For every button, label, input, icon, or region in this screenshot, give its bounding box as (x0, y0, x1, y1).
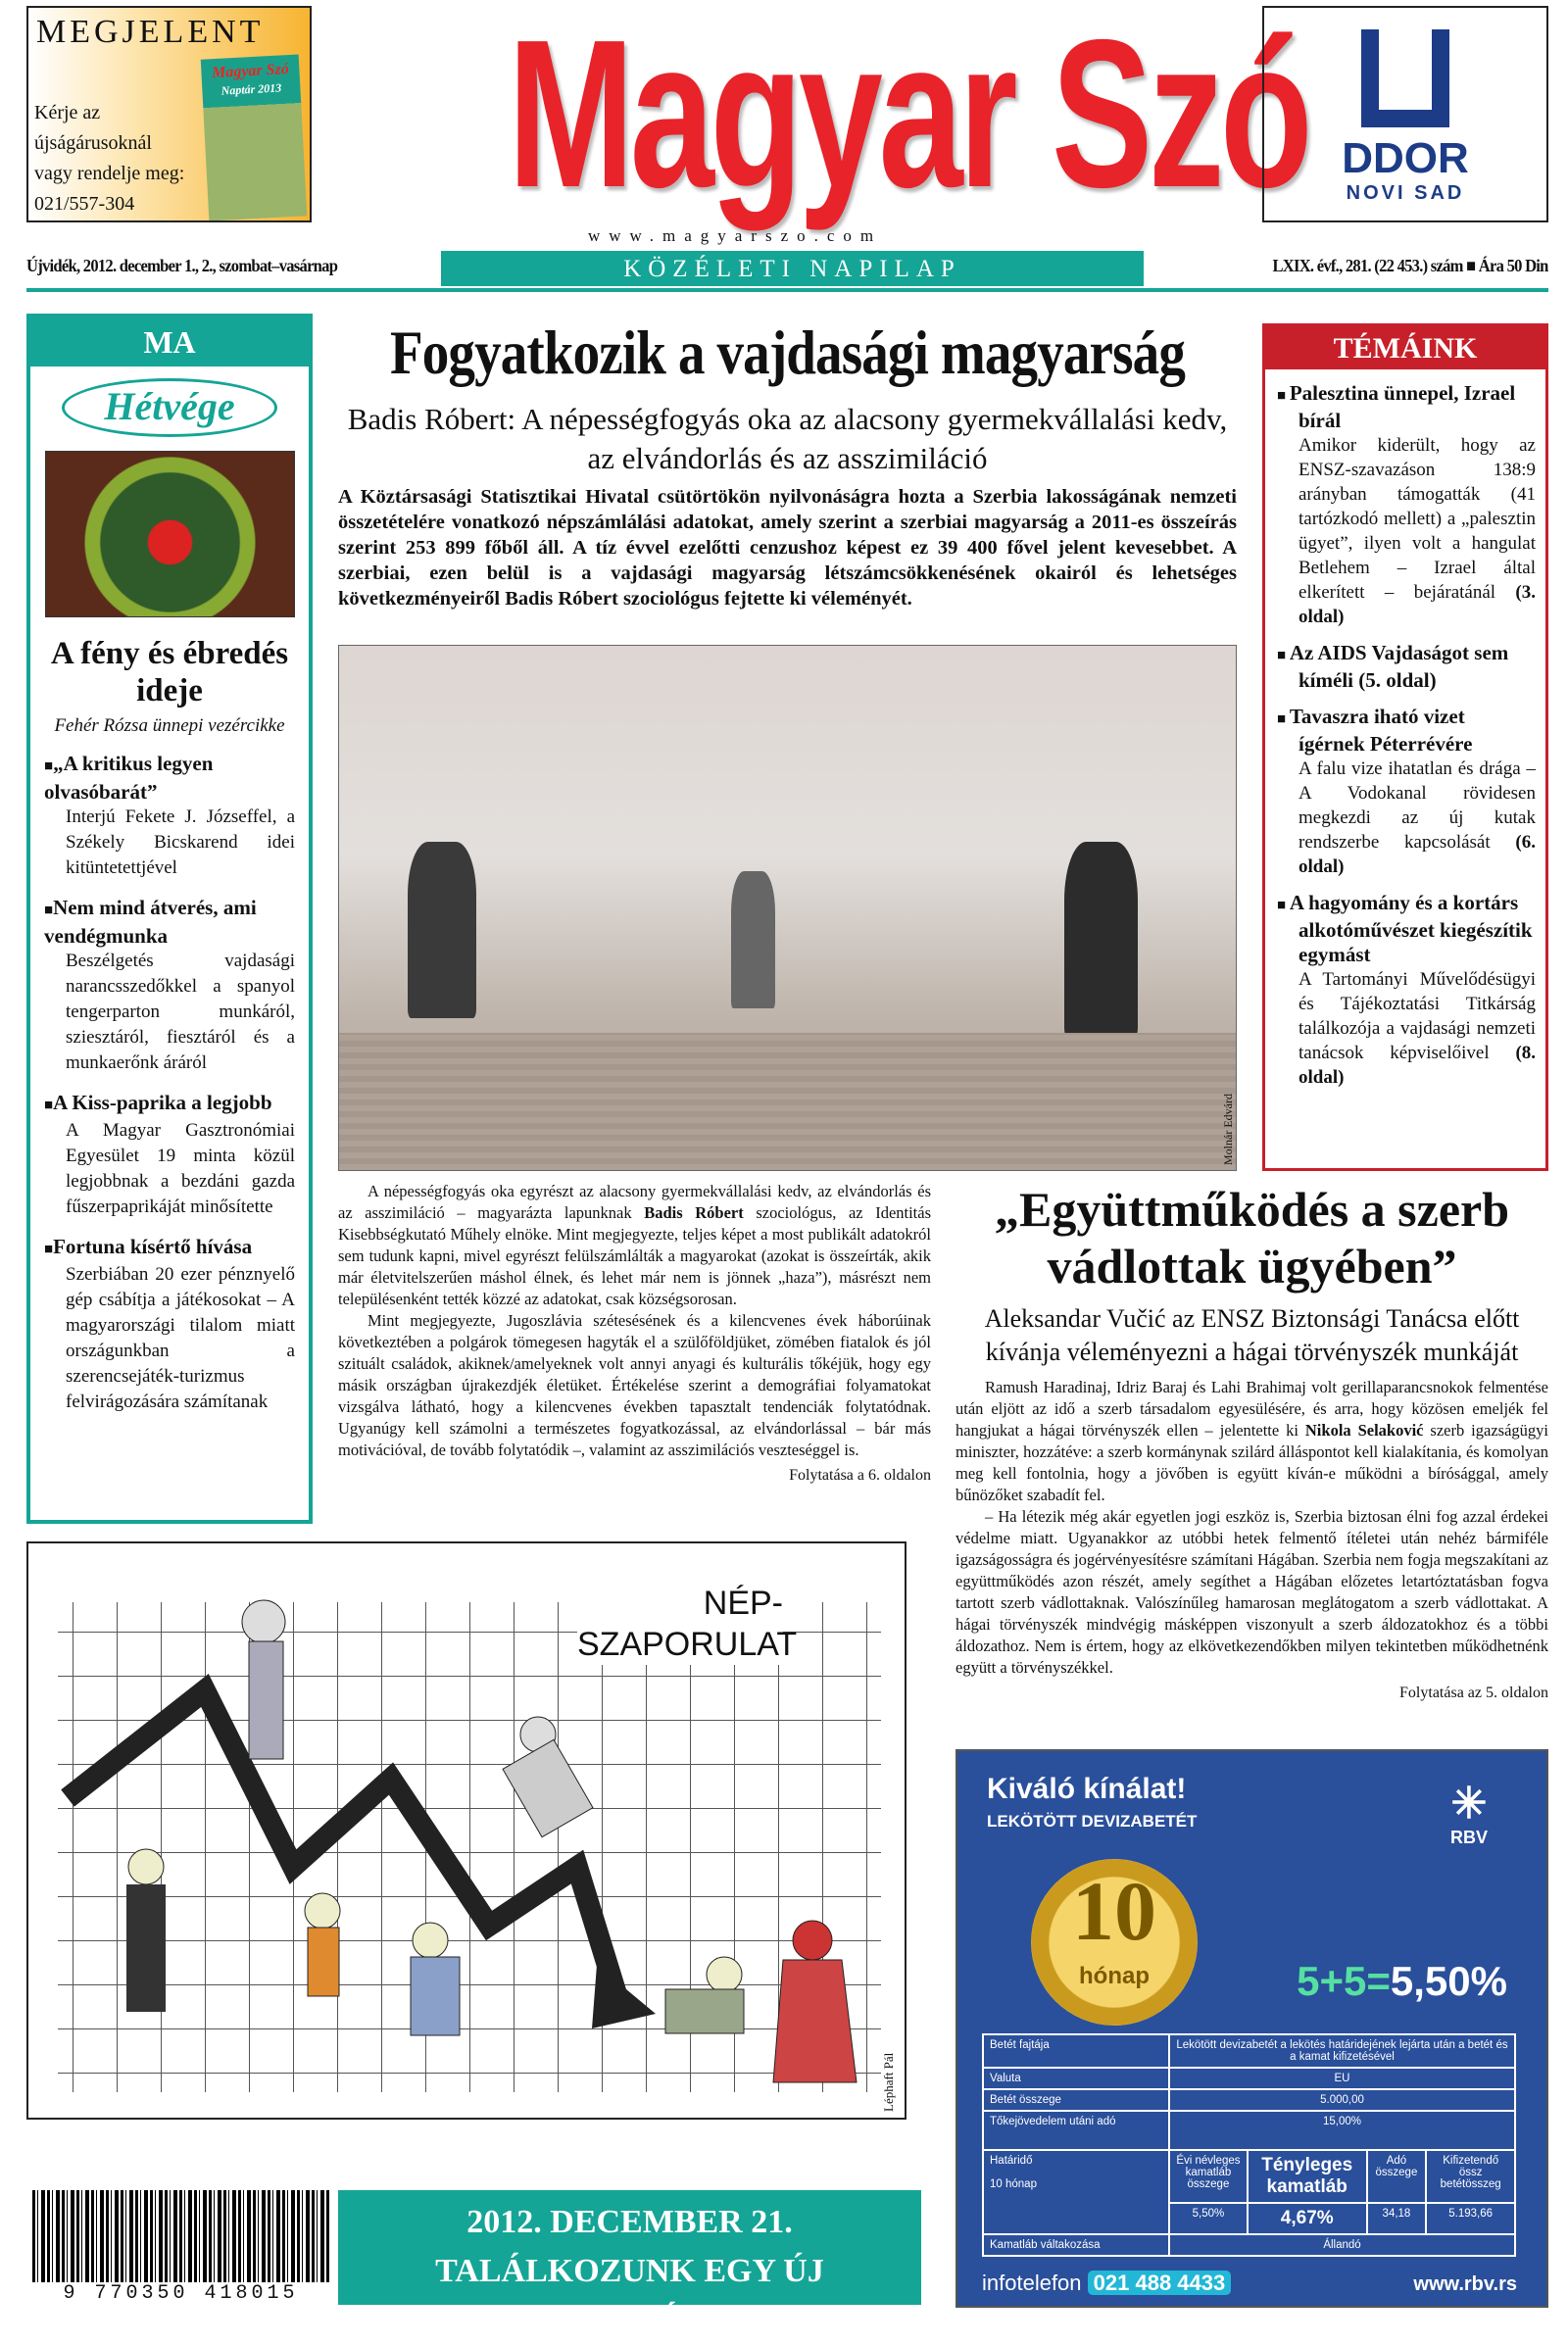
teaser-text: Beszélgetés vajdasági narancsszedőkkel a spanyol tengerparton munkáról, sziesztáról, fiesztáról és a munkaerőnk áráról (66, 951, 295, 1073)
phone-label: infotelefon (982, 2271, 1082, 2295)
issue-number-price: LXIX. évf., 281. (22 453.) szám ■ Ára 50 Din (1272, 256, 1548, 275)
today-sidebar (26, 314, 313, 1524)
topic-item[interactable] (1277, 705, 1536, 879)
topic-title: ■ Palesztina ünnepel, Izrael bírál (1277, 381, 1536, 433)
ddor-sponsor-ad[interactable] (1262, 6, 1548, 222)
ddor-logo-icon (1361, 29, 1449, 127)
teaser-title: ■ Fortuna kísértő hívása (44, 1234, 295, 1262)
hetvege-logo: Hétvége (62, 378, 277, 437)
cover-sub: Naptár 2013 (220, 80, 282, 98)
promo-line: Kérje az (34, 102, 101, 123)
deposit-terms-table (982, 2033, 1516, 2257)
cartoon-credit: Léphaft Pál (881, 2052, 896, 2112)
teaser-item[interactable] (44, 1090, 295, 1220)
body-text: – Ha létezik még akár egyetlen jogi eszköz is, Szerbia biztosan élni fog azzal érdekei védelme miatt. Ugyanakkor az utóbbi hetek felmentő ítéletei után nehéz bármiféle igazságosságra és jogérvényesítésre számítani Hágában. Szerbia nem fogja megszakítani az együttműködés azon részét, amely segíthet a Hágában előzetes letartóztatásban fogva tartott szerb vádlottaknak. Valószínűleg hamarosan meglátogatom a szerb vádlottakat. A hágai törvényszék mindvégig másképpen viszonyult a szerb áldozatokhoz és a többi áldozathoz. Nem is értem, hogy az elkövetkezendőkben milyen tekintetben működhetnénk együtt a törvényszékkel. (956, 1507, 1548, 1677)
dimension-banner[interactable] (338, 2190, 921, 2338)
foggy-street-photo (338, 645, 1237, 1171)
ad-rate (1297, 1957, 1507, 2006)
masthead-logo: Magyar Szó (508, 0, 1309, 231)
second-subheadline: Aleksandar Vučić az ENSZ Biztonsági Tanácsa előtt kívánja véleményezni a hágai törvényszék munkáját (984, 1304, 1520, 1366)
banner-line: 2012. DECEMBER 21. (466, 2204, 793, 2240)
person-name: Badis Róbert (644, 1203, 744, 1222)
info-phone[interactable] (982, 2271, 1231, 2296)
sidebar-header: MA (30, 318, 309, 366)
cartoon-label: NÉP-SZAPORULAT (577, 1585, 798, 1663)
main-body (338, 1181, 931, 1487)
cell: 5.193,66 (1426, 2203, 1515, 2234)
cell: 4,67% (1248, 2203, 1367, 2234)
second-body (956, 1377, 1548, 1704)
topic-page: (3. oldal) (1298, 582, 1536, 627)
feature-subtitle: Fehér Rózsa ünnepi vezércikke (54, 715, 285, 736)
cell: 5,50% (1169, 2203, 1248, 2234)
body-text: szerb igazságügyi miniszter, hozzátéve: a szerb kormánynak szilárd álláspontot kell kialakítania, és komolyan meg kell fontolnia, hogy a jövőben is együtt kíván-e működni a bírósággal, amely bűnözőket szabadít fel. (956, 1421, 1548, 1504)
photo-figure (408, 842, 476, 1018)
promo-title: MEGJELENT (36, 14, 265, 50)
second-article (956, 1181, 1548, 1704)
person-name: Nikola Selaković (1304, 1421, 1424, 1440)
pavement (339, 1033, 1236, 1170)
topic-item[interactable] (1277, 381, 1536, 629)
coin-word: hónap (1079, 1963, 1150, 1989)
banner-line: TALÁLKOZUNK EGY ÚJ DIMENZIÓBAN (435, 2253, 824, 2338)
rbv-logo (1450, 1781, 1488, 1848)
cell: Tényleges kamatláb (1248, 2150, 1367, 2203)
phone-number: 021 488 4433 (1088, 2271, 1232, 2295)
topic-text: A Tartományi Művelődésügyi és Tájékoztatási Titkárság találkozója a vajdasági nemzeti tanácsok képviselőivel (1298, 969, 1536, 1063)
cover-title: Magyar Szó (211, 61, 290, 82)
topic-title: ■ Tavaszra iható vizet ígérnek Péterrévére (1277, 705, 1536, 757)
term-cell (983, 2150, 1169, 2234)
photo-credit: Molnár Edvárd (1221, 1094, 1235, 1165)
rate-value: 5,50% (1390, 1958, 1507, 2004)
body-text: Mint megjegyezte, Jugoszlávia szétesésének és a kilencvenes évek háborúinak következtében a polgárok tömegesen hagyták el a szülőföldjüket, zömében fiatalok és jól szituált családok, akiknek/amelyeknek volt annyi anyagi és kulturális tőkéjük, hogy egy másik országban újrakezdjék életüket. Értékelése szerint a demográfiai folyamatokat vizsgálva látható, hogy a kilencvenes években tapasztalt tendenciák folytatódnak. Ugyanúgy kell számolni a természetes fogyatkozással, az elvándorlással – bár más motivációval, de tovább folytatódik –, valamint az asszimilációs veszteséggel is. (338, 1311, 931, 1459)
cell: EU (1169, 2068, 1515, 2089)
population-cartoon (26, 1541, 906, 2120)
cell: 15,00% (1169, 2111, 1515, 2150)
teaser-title: ■ Nem mind átverés, ami vendégmunka (44, 895, 295, 949)
body-text: A népességfogyás oka egyrészt az alacsony gyermekvállalási kedv, az elvándorlás és az asszimiláció – magyarázta lapunknak (338, 1182, 931, 1222)
photo-figure (731, 871, 775, 1008)
header-divider (26, 288, 1548, 292)
barcode (32, 2190, 329, 2305)
continued-link[interactable]: Folytatása a 6. oldalon (789, 1467, 931, 1484)
coin-number: 10 (1072, 1864, 1156, 1958)
promo-phone: 021/557-304 (34, 193, 135, 215)
main-lead: A Köztársasági Statisztikai Hivatal csütörtökön nyilvonáságra hozta a Szerbia lakosságának nemzeti összetételére vonatkozó népszámlálási adatokat, amely szerint a szerbiai magyarság a 2011-es összeírás szerint 253 899 főből áll. A tíz évvel ezelőtti cenzushoz képest ez 39 400 fővel jelent kevesebbet. A szerbiai, ezen belül is a vajdasági magyarság létszámcsökkenésének okairól és lehetséges következményeiről Badis Róbert szociológus fejtette ki véleményét. (338, 486, 1237, 610)
ad-subtitle: LEKÖTÖTT DEVIZABETÉT (987, 1812, 1198, 1831)
cell: Évi névleges kamatláb összege (1169, 2150, 1248, 2203)
rbv-bank-ad[interactable] (956, 1749, 1548, 2308)
topic-text: Amikor kiderült, hogy az ENSZ-szavazáson 138:9 arányban támogatták (41 tartózkodó mellett) a „palesztin ügyet”, ilyen volt a hangulat Betlehem – Izrael által elkerített – bejáratánál (1298, 435, 1536, 603)
topics-header: TÉMÁINK (1265, 326, 1545, 369)
topic-title: ■ A hagyomány és a kortárs alkotóművészet kiegészítik egymást (1277, 891, 1536, 967)
tagline: KÖZÉLETI NAPILAP (441, 251, 1144, 286)
main-article-header (338, 312, 1237, 611)
cell: Betét összege (983, 2089, 1169, 2111)
teaser-text: Interjú Fekete J. Józseffel, a Székely Bicskarend idei kitüntetettjével (66, 806, 295, 878)
website-link[interactable]: www.magyarszo.com (588, 226, 883, 245)
gold-coin-icon (1031, 1859, 1198, 2026)
cell: Lekötött devizabetét a lekötés határidejének lejárta után a betét és a kamat kifizetésével (1169, 2034, 1515, 2068)
main-subheadline: Badis Róbert: A népességfogyás oka az alacsony gyermekvállalási kedv, az elvándorlás és az asszimiláció (347, 402, 1228, 475)
term-label: Határidő (990, 2155, 1033, 2167)
photo-figure (1064, 842, 1138, 1038)
ad-title: Kiváló kínálat! (987, 1773, 1187, 1805)
body-text: Ramush Haradinaj, Idriz Baraj és Lahi Brahimaj volt gerillaparancsnokok felmentése után eljött az idő a szerb társadalom egyesülésére, és arra, hogy közösen emeljék fel hangjukat a hágai törvényszék ellen – jelentette ki (956, 1378, 1548, 1440)
cell: Valuta (983, 2068, 1169, 2089)
cell: 5.000,00 (1169, 2089, 1515, 2111)
topic-item[interactable] (1277, 641, 1536, 693)
cell: Kamatláb váltakozása (983, 2234, 1169, 2256)
cell: Tőkejövedelem utáni adó (983, 2111, 1169, 2150)
topic-text: A falu vize ihatatlan és drága – A Vodokanal rövidesen megkezdi az új kutak rendszerbe kapcsolását (1298, 758, 1536, 853)
promo-line: újságárusoknál (34, 132, 152, 154)
calendar-cover-image (201, 54, 307, 220)
cell: Állandó (1169, 2234, 1515, 2256)
teaser-title: ■ „A kritikus legyen olvasóbarát” (44, 751, 295, 805)
barcode-number: 9 770350 418015 (32, 2282, 329, 2305)
teaser-title: ■ A Kiss-paprika a legjobb (44, 1090, 295, 1118)
cell: Betét fajtája (983, 2034, 1169, 2068)
topics-sidebar (1262, 323, 1548, 1171)
topic-page: (8. oldal) (1298, 1043, 1537, 1088)
teaser-item[interactable] (44, 895, 295, 1076)
issue-date: Újvidék, 2012. december 1., 2., szombat–vasárnap (26, 256, 338, 275)
rbv-logo-icon: ✳ (1450, 1780, 1488, 1828)
main-headline[interactable]: Fogyatkozik a vajdasági magyarság (390, 318, 1185, 387)
body-text: szociológus, az Identitás Kisebbségkutató Műhely elnöke. Mint megjegyezte, teljes képet a most publikált adatokról sem tudunk kapni, mivel egyrészt felülszámlálták a magyarokat (azokat is összeírták, akik már életvitelszerűen máshol élnek, és lehet már nem is jönnek „haza”), másrészt nem településenként tették közzé az adatokat, csak községsorosan. (338, 1203, 932, 1308)
sponsor-city: NOVI SAD (1346, 182, 1465, 204)
ad-url[interactable]: www.rbv.rs (1413, 2273, 1517, 2295)
rate-formula: 5+5= (1297, 1958, 1391, 2004)
calendar-promo[interactable] (26, 6, 312, 222)
teaser-text: A Magyar Gasztronómiai Egyesület 19 minta közül legjobbnak a bezdáni gazda fűszerpaprikáját minősítette (66, 1120, 295, 1217)
cell: Kifizetendő össz betétösszeg (1426, 2150, 1515, 2203)
cell: 34,18 (1367, 2203, 1427, 2234)
term-value: 10 hónap (990, 2178, 1037, 2190)
brand-name: RBV (1449, 1828, 1488, 1847)
topic-item[interactable] (1277, 891, 1536, 1090)
cell: Adó összege (1367, 2150, 1427, 2203)
sponsor-name: DDOR (1342, 134, 1469, 182)
topic-page: (6. oldal) (1298, 832, 1536, 877)
teaser-item[interactable] (44, 1234, 295, 1415)
continued-link[interactable]: Folytatása az 5. oldalon (1399, 1685, 1548, 1701)
second-headline[interactable]: „Együttműködés a szerb vádlottak ügyében” (994, 1182, 1510, 1294)
feature-title[interactable]: A fény és ébredés ideje (50, 636, 289, 708)
teaser-text: Szerbiában 20 ezer pénznyelő gép csábítja a játékosokat – A magyarországi tilalom miatt országunkban a szerencsejáték-turizmus felvirágozására számítanak (66, 1264, 295, 1412)
promo-line: vagy rendelje meg: (34, 163, 185, 184)
promo-text (34, 98, 201, 220)
teaser-item[interactable] (44, 751, 295, 881)
advent-wreath-photo (45, 451, 295, 617)
topic-title: ■ Az AIDS Vajdaságot sem kíméli (5. oldal) (1277, 641, 1536, 693)
